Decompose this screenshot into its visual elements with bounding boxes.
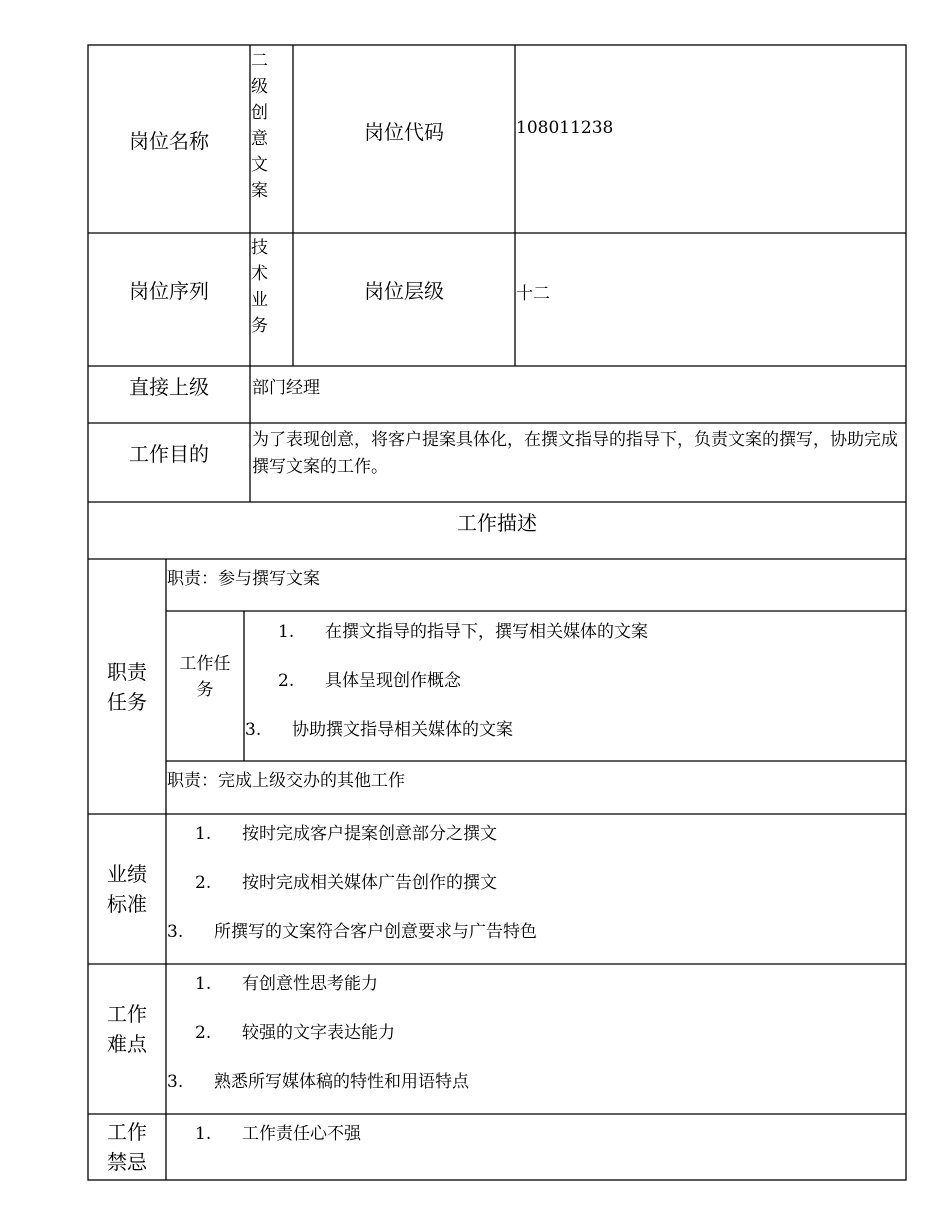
performance-item: 1. 按时完成客户提案创意部分之撰文 bbox=[195, 824, 497, 844]
duty1-title: 职责：参与撰写文案 bbox=[167, 569, 320, 589]
job-name-label: 岗位名称 bbox=[129, 128, 209, 153]
task-item: 2. 具体呈现创作概念 bbox=[278, 671, 461, 691]
job-code-value: 108011238 bbox=[516, 118, 614, 138]
superior-label: 直接上级 bbox=[129, 374, 209, 399]
duty2-title: 职责：完成上级交办的其他工作 bbox=[167, 771, 405, 791]
performance-item: 3. 所撰写的文案符合客户创意要求与广告特色 bbox=[167, 922, 537, 942]
purpose-value: 为了表现创意，将客户提案具体化，在撰文指导的指导下，负责文案的撰写，协助完成撰写文案的工作。 bbox=[252, 430, 898, 477]
superior-value: 部门经理 bbox=[252, 378, 320, 398]
job-series-value: 技术业务 bbox=[251, 238, 268, 336]
taboo-label: 工作禁忌 bbox=[107, 1120, 147, 1174]
job-level-value: 十二 bbox=[516, 284, 550, 304]
purpose-label: 工作目的 bbox=[129, 441, 209, 466]
job-name-value: 二级创意文案 bbox=[251, 51, 268, 201]
taboo-item: 1. 工作责任心不强 bbox=[195, 1124, 361, 1144]
performance-label: 业绩标准 bbox=[107, 862, 147, 916]
performance-item: 2. 按时完成相关媒体广告创作的撰文 bbox=[195, 873, 497, 893]
difficulty-label: 工作难点 bbox=[107, 1002, 147, 1056]
difficulty-item: 1. 有创意性思考能力 bbox=[195, 974, 378, 994]
task-item: 3. 协助撰文指导相关媒体的文案 bbox=[245, 720, 513, 740]
task-item: 1. 在撰文指导的指导下，撰写相关媒体的文案 bbox=[278, 622, 648, 642]
job-level-label: 岗位层级 bbox=[364, 279, 444, 303]
task-label: 工作任务 bbox=[179, 654, 231, 700]
work-description-header: 工作描述 bbox=[457, 510, 537, 535]
difficulty-item: 2. 较强的文字表达能力 bbox=[195, 1023, 395, 1043]
difficulty-item: 3. 熟悉所写媒体稿的特性和用语特点 bbox=[167, 1072, 469, 1092]
job-series-label: 岗位序列 bbox=[129, 279, 209, 303]
job-code-label: 岗位代码 bbox=[364, 119, 444, 144]
duty-label: 职责任务 bbox=[107, 659, 147, 714]
